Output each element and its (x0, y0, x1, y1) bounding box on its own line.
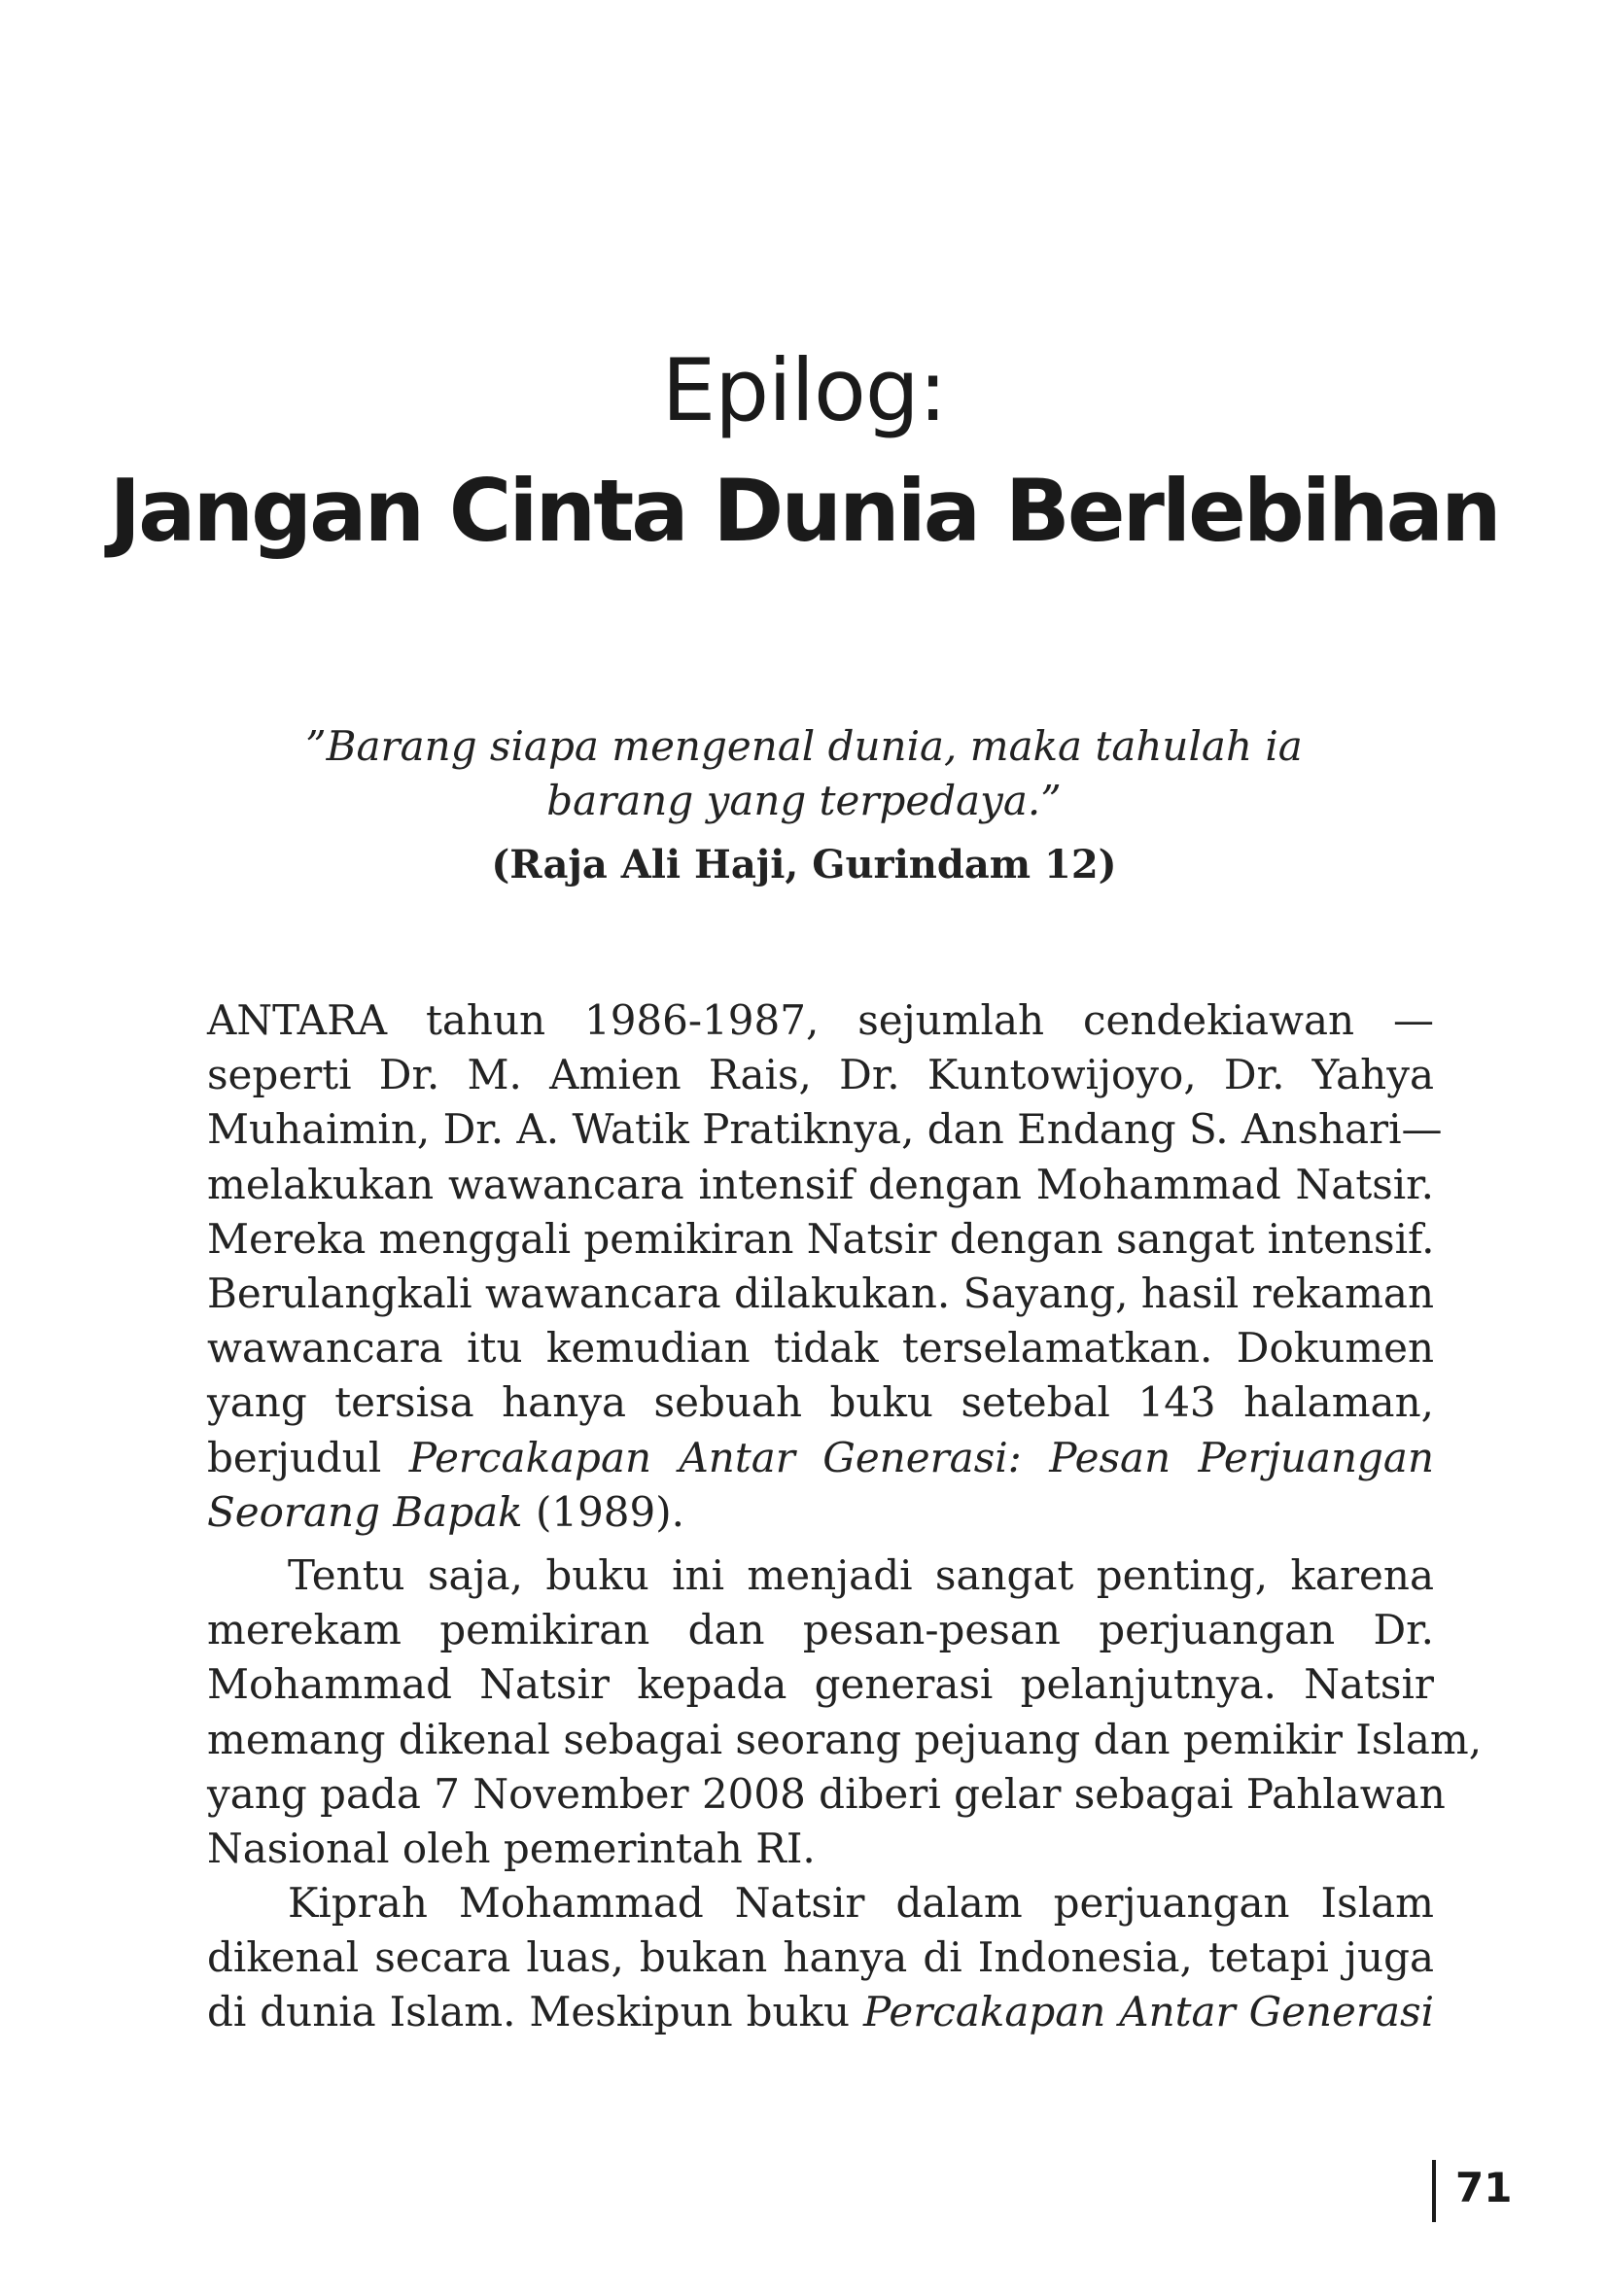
text-segment: di dunia Islam. Meskipun buku (207, 1988, 851, 2036)
epigraph-quote-line-1: ”Barang siapa mengenal dunia, maka tahulah ia (305, 722, 1303, 770)
paragraph-1 (207, 993, 1443, 1540)
text-segment: berjudul (207, 1433, 382, 1481)
paragraph-line (207, 1485, 1434, 1540)
text-segment: (1989). (535, 1487, 684, 1536)
paragraph-2 (207, 1548, 1483, 1876)
paragraph-line: dikenal secara luas, bukan hanya di Indonesia, tetapi juga (207, 1933, 1434, 1982)
paragraph-line: Muhaimin, Dr. A. Watik Pratiknya, dan Endang S. Anshari— (207, 1105, 1443, 1154)
book-title-italic: Percakapan Antar Generasi (863, 1988, 1435, 2036)
paragraph-3 (207, 1876, 1434, 2040)
page-number-divider (1432, 2160, 1436, 2222)
paragraph-line: Mohammad Natsir kepada generasi pelanjutnya. Natsir (207, 1660, 1434, 1709)
book-title-italic: Percakapan Antar Generasi: Pesan Perjuangan (408, 1433, 1434, 1481)
paragraph-line: Mereka menggali pemikiran Natsir dengan sangat intensif. (207, 1214, 1435, 1263)
chapter-title: Jangan Cinta Dunia Berlebihan (109, 461, 1499, 561)
paragraph-line: yang tersisa hanya sebuah buku setebal 143 halaman, (207, 1378, 1434, 1427)
paragraph-line: melakukan wawancara intensif dengan Mohammad Natsir. (207, 1160, 1434, 1208)
book-title-italic: Seorang Bapak (207, 1487, 523, 1536)
epigraph-attribution: (Raja Ali Haji, Gurindam 12) (491, 842, 1117, 887)
paragraph-line: Kiprah Mohammad Natsir dalam perjuangan Islam (288, 1879, 1434, 1927)
paragraph-line: memang dikenal sebagai seorang pejuang dan pemikir Islam, (207, 1715, 1483, 1763)
epigraph-quote-line-2: barang yang terpedaya.” (546, 777, 1062, 824)
paragraph-line: Tentu saja, buku ini menjadi sangat penting, karena (288, 1551, 1434, 1599)
paragraph-line: seperti Dr. M. Amien Rais, Dr. Kuntowijoyo, Dr. Yahya (207, 1051, 1434, 1099)
paragraph-line (207, 1985, 1434, 2039)
paragraph-line: merekam pemikiran dan pesan-pesan perjuangan Dr. (207, 1606, 1434, 1654)
chapter-label: Epilog: (661, 340, 947, 440)
paragraph-line: Nasional oleh pemerintah RI. (207, 1824, 816, 1872)
paragraph-line: Berulangkali wawancara dilakukan. Sayang, hasil rekaman (207, 1269, 1434, 1317)
page-number: 71 (1455, 2164, 1513, 2211)
paragraph-line: wawancara itu kemudian tidak terselamatkan. Dokumen (207, 1324, 1434, 1373)
paragraph-line (207, 1431, 1434, 1485)
paragraph-line: yang pada 7 November 2008 diberi gelar sebagai Pahlawan (207, 1769, 1446, 1818)
paragraph-line: ANTARA tahun 1986-1987, sejumlah cendekiawan — (207, 996, 1434, 1044)
